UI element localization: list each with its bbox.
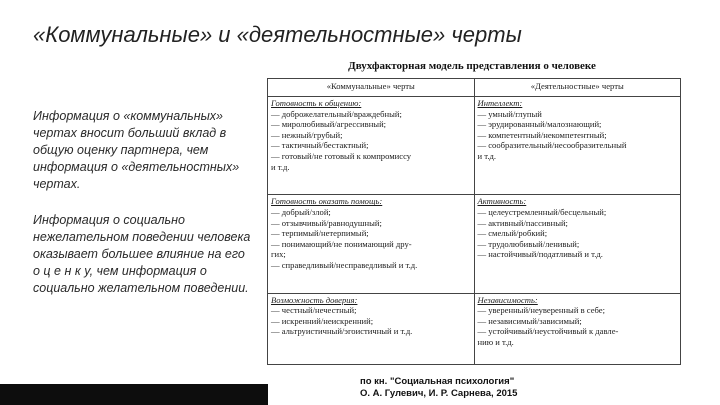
trait-item: — терпимый/нетерпимый; [271,228,369,239]
trait-item: — независимый/зависимый; [477,315,582,326]
table-row [268,195,681,293]
trait-item: и т.д. [271,161,290,172]
trait-item: — трудолюбивый/ленивый; [477,238,580,249]
table-row [268,97,681,195]
trait-item: — справедливый/несправедливый и т.д. [271,259,418,270]
trait-item: — целеустремленный/бесцельный; [477,206,607,217]
source-line-1: по кн. "Социальная психология" [360,376,515,387]
trait-item: — устойчивый/неустойчивый к давле- [477,326,619,337]
trait-cell-right [474,97,681,195]
trait-item: — нежный/грубый; [271,129,343,140]
bottom-dark-bar [0,384,268,405]
trait-item: и т.д. [477,150,497,161]
trait-item: — миролюбивый/агрессивный; [271,119,387,130]
trait-group-heading: Активность: [477,196,527,207]
trait-item: — искренний/неискренний; [271,315,374,326]
trait-item: — активный/пассивный; [477,217,568,228]
trait-cell-right [474,195,681,293]
source-line-2: О. А. Гулевич, И. Р. Сарнева, 2015 [360,388,518,399]
trait-item: — компетентный/некомпетентный; [477,129,607,140]
table-row [268,293,681,364]
paragraph-negative-behavior: Информация о социально нежелательном поведении человека оказывает большее влияние на его о ц е н к у, чем информация о социально желательном поведении. [33,213,251,295]
trait-cell-right [474,293,681,364]
trait-group-heading: Готовность оказать помощь: [271,196,383,207]
trait-item: — уверенный/неуверенный в себе; [477,305,605,316]
trait-group-heading: Готовность к общению: [271,98,362,108]
trait-item: — доброжелательный/враждебный; [271,108,402,119]
trait-cell-left [268,293,475,364]
table-title: Двухфакторная модель представления о человеке [348,60,596,72]
trait-item: гих; [271,249,286,260]
trait-item: — добрый/злой; [271,206,331,217]
header-communal: «Коммунальные» черты [268,79,475,97]
trait-cell-left [268,97,475,195]
trait-item: — умный/глупый [477,108,542,119]
table-header-row [268,79,681,97]
trait-item: — сообразительный/несообразительный [477,140,627,151]
trait-item: — отзывчивый/равнодушный; [271,217,382,228]
trait-item: — смелый/робкий; [477,228,548,239]
trait-item: — честный/нечестный; [271,305,357,316]
trait-item: нию и т.д. [477,337,514,348]
slide-title: «Коммунальные» и «деятельностные» черты [33,22,522,47]
two-factor-model-table [267,78,681,365]
trait-item: — настойчивый/податливый и т.д. [477,249,603,260]
trait-group-heading: Независимость: [477,294,538,305]
source-citation [360,376,560,400]
trait-cell-left [268,195,475,293]
trait-item: — понимающий/не понимающий дру- [271,238,412,249]
trait-item: — готовый/не готовый к компромиссу [271,150,412,161]
trait-item: — альтруистичный/эгоистичный и т.д. [271,326,413,337]
trait-item: — эрудированный/малознающий; [477,119,602,130]
trait-group-heading: Возможность доверия: [271,294,358,305]
trait-item: — тактичный/бестактный; [271,140,369,151]
trait-group-heading: Интеллект: [477,98,523,108]
header-activity: «Деятельностные» черты [474,79,681,97]
paragraph-communal-info: Информация о «коммунальных» чертах вносит больший вклад в общую оценку партнера, чем информация о «деятельностных» чертах. [33,109,240,191]
